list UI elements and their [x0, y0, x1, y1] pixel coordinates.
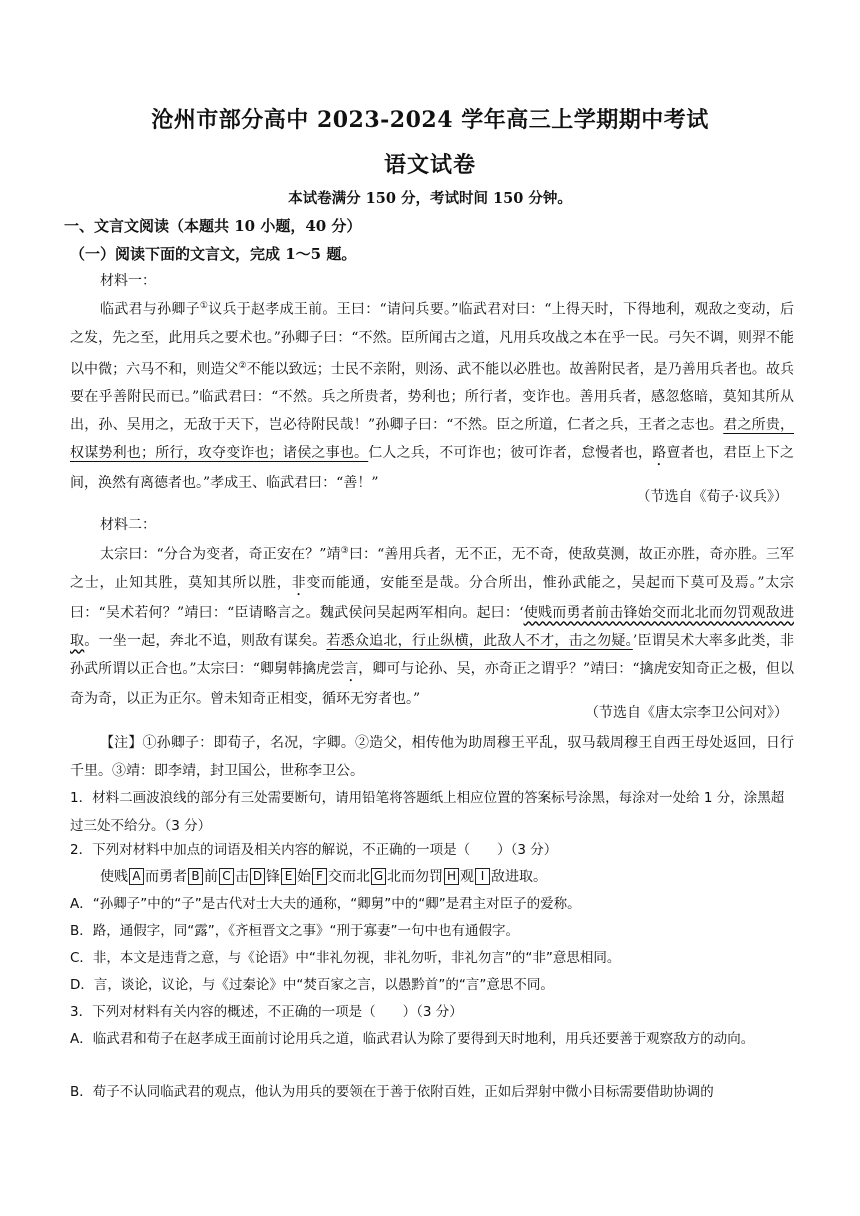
break-option-box[interactable]: B [188, 868, 203, 885]
dotted-word: 非 [291, 574, 307, 591]
dotted-word: 路 [652, 445, 667, 462]
material-two-label: 材料二： [100, 517, 156, 533]
underlined-sentence: 若悉众追北，行止纵横，此敌人不才，击之勿疑。 [326, 632, 633, 649]
segment-text: 交而北 [328, 869, 370, 885]
passage-text: 议兵于赵孝成王前。王曰：“请问兵要。”临武君对曰：“上得天时，下得地利，观敌之变动，后之发，先之至，此用兵之要术也。”孙卿子曰：“不然。臣所闻古之道，凡用兵攻战之本在乎一民。弓矢不调，则羿不能以中微；六马不和，则造父 [70, 301, 794, 378]
footnote-mark: ① [199, 301, 209, 311]
question-2-option-a: A．“孙卿子”中的“子”是古代对士大夫的通称，“卿舅”中的“卿”是君主对臣子的爱称。 [70, 896, 581, 912]
question-3-option-b: B．荀子不认同临武君的观点，他认为用兵的要领在于善于依附百姓，正如后羿射中微小目标需要借助协调的 [70, 1084, 714, 1100]
material-one-source: （节选自《荀子·议兵》） [636, 489, 788, 505]
break-option-box[interactable]: E [281, 868, 296, 885]
break-option-box[interactable]: F [312, 868, 327, 885]
material-one-label: 材料一： [100, 273, 156, 289]
passage-text: 。一坐一起，奔北不追，则敌有谋矣。 [84, 632, 327, 649]
segment-text: 使贱 [100, 869, 128, 885]
question-2-option-d: D．言，谈论，议论，与《过秦论》中“焚百家之言，以愚黔首”的“言”意思不同。 [70, 977, 554, 993]
break-option-box[interactable]: H [444, 868, 459, 885]
segment-text: 前 [204, 869, 218, 885]
wavy-underlined-sentence: 使贱而勇者前击锋始交而北北而勿罚观敌进取 [70, 604, 795, 649]
segment-text: 而勇者 [145, 869, 187, 885]
passage-text: 太宗曰：“分合为变者，奇正安在？”靖 [100, 546, 341, 563]
passage-text: 不能以致远；士民不亲附，则汤、武不能以必胜也。故善附民者，是乃善用兵者也。故兵要在乎善附民而已。”临武君曰：“不然。兵之所贵者，势利也；所行者，变诈也。善用兵者，感忽悠暗，莫知其所从出，孙、吴用之，无敌于天下，岂必待附民哉！”孙卿子曰：“不然。臣之所道，仁者之兵，王者之志也。 [70, 361, 794, 434]
break-option-box[interactable]: A [129, 868, 144, 885]
exam-info: 本试卷满分 150 分，考试时间 150 分钟。 [288, 190, 572, 207]
segment-text: 锋 [266, 869, 280, 885]
break-option-box[interactable]: G [371, 868, 386, 885]
break-option-box[interactable]: C [219, 868, 234, 885]
passage-text: 临武君与孙卿子 [100, 301, 200, 318]
material-two-passage [70, 537, 794, 713]
segment-text: 北而勿罚 [387, 869, 443, 885]
break-option-box[interactable]: I [475, 868, 490, 885]
underlined-sentence: 君之所贵，权谋势利也；所行，攻夺变诈也；诸侯之事也。 [70, 417, 795, 462]
passage-text: ’臣谓吴术大率多此类，非孙武所谓以正合也。”太宗曰：“卿舅韩擒虎尝 [70, 632, 795, 677]
question-3-option-a: A．临武君和荀子在赵孝成王面前讨论用兵之道，临武君认为除了要得到天时地利，用兵还要善于观察敌方的动向。 [70, 1031, 755, 1047]
exam-title: 沧州市部分高中 2023-2024 学年高三上学期期中考试 [151, 107, 709, 133]
section-heading: 一、文言文阅读（本题共 10 小题，40 分） [64, 217, 362, 235]
break-option-box[interactable]: D [250, 868, 265, 885]
passage-text: 亶者也，君臣上下之间，涣然有离德者也。”孝成王、临武君曰：“善！” [70, 445, 795, 492]
question-2: 2．下列对材料中加点的词语及相关内容的解说，不正确的一项是（ ）（3 分） [70, 842, 558, 858]
segment-text: 击 [235, 869, 249, 885]
question-2-option-c: C．非，本文是违背之意，与《论语》中“非礼勿视，非礼勿听，非礼勿言”的“非”意思相同。 [70, 950, 621, 966]
question-1: 1．材料二画波浪线的部分有三处需要断句，请用铅笔将答题纸上相应位置的答案标号涂黑，每涂对一处给 1 分，涂黑超过三处不给分。（3 分） [70, 790, 785, 834]
passage-text: 仁人之兵，不可诈也；彼可诈者，怠慢者也， [368, 445, 653, 462]
question-2-option-b: B．路，通假字，同“露”，《齐桓晋文之事》“刑于寡妻”一句中也有通假字。 [70, 923, 519, 939]
footnote-mark: ③ [340, 546, 349, 556]
sentence-break-line [100, 863, 547, 891]
dotted-word: 言 [344, 660, 359, 677]
annotation-notes: 【注】①孙卿子：即荀子，名况，字卿。②造父，相传他为助周穆王平乱，驭马载周穆王自西王母处返回，日行千里。③靖：即李靖，封卫国公，世称李卫公。 [70, 735, 794, 779]
exam-subtitle: 语文试卷 [383, 152, 476, 178]
segment-text: 敌进取。 [491, 869, 547, 885]
passage-text: 变而能通，安能至是哉。分合所出，惟孙武能之，吴起而下莫可及焉。”太宗曰：“吴术若何？”靖曰：“臣请略言之。魏武侯问吴起两军相向。起曰：‘ [70, 574, 795, 621]
material-one-passage [70, 292, 794, 497]
segment-text: 观 [460, 869, 474, 885]
passage-text: ，卿可与论孙、吴，亦奇正之谓乎？”靖曰：“擒虎安知奇正之极，但以奇为奇，以正为正尔。曾未知奇正相变，循环无穷者也。” [70, 660, 794, 707]
segment-text: 始 [297, 869, 311, 885]
material-two-source: （节选自《唐太宗李卫公问对》） [585, 705, 788, 721]
footnote-mark: ② [238, 360, 247, 371]
subsection-heading: （一）阅读下面的文言文，完成 1～5 题。 [70, 245, 357, 263]
question-3: 3．下列对材料有关内容的概述，不正确的一项是（ ）（3 分） [70, 1004, 463, 1020]
passage-text: 曰：“善用兵者，无不正，无不奇，使敌莫测，故正亦胜，奇亦胜。三军之士，止知其胜，莫知其所以胜， [70, 546, 794, 591]
